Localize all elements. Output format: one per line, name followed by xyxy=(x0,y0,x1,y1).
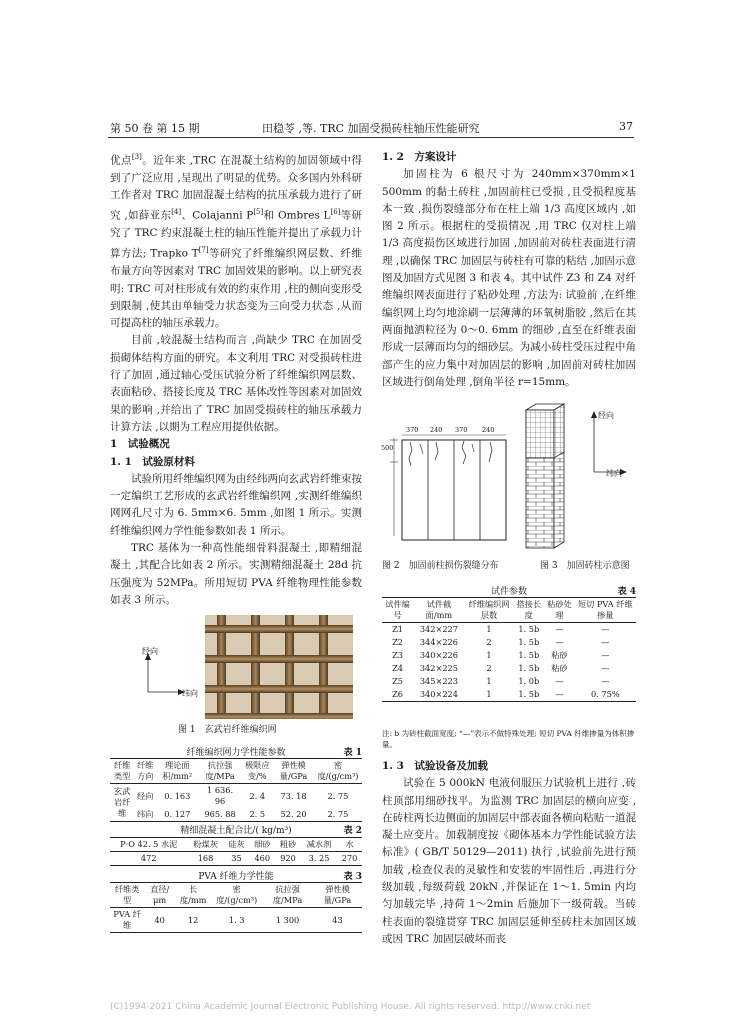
table2-title: 精细混凝土配合比/( kg/m³) xyxy=(180,826,292,836)
table1-header: 纤维类型 xyxy=(114,760,131,781)
table3-cell: PVA 纤维 xyxy=(113,909,141,930)
table3-cell: 1 300 xyxy=(275,914,300,925)
table1-cell: 2. 75 xyxy=(327,809,349,819)
table3-number: 表 3 xyxy=(343,872,362,882)
table4-cell: 粘砂 xyxy=(551,663,568,673)
table4-cell: 344×226 xyxy=(419,637,458,647)
table1-cell: 2. 4 xyxy=(249,790,266,801)
scheme-paragraph: 加固柱为 6 根尺寸为 240mm×370mm×1 500mm 的黏土砖柱 ,加固前柱已受损 ,且受损程度基本一致 ,损伤裂缝部分布在柱上端 1/3 高度区域内 ,如图 2 所示。根据柱的受损情况 ,用 TRC 仅对柱上端1/3 高度损伤区域进行加固 ,加固前对砖柱表面进行清理 ,以确保 TRC 加固层与砖柱有可靠的粘结 ,加固示意图及加固方式见图 3 和表 4。其中试件 Z3 和 Z4 对纤维编织网表面进行了粘砂处理 ,方法为: 试验前 ,在纤维编织网上均匀地涂刷一层薄薄的环氧树脂胶 ,然后在其两面抛洒粒径为 0～0. 6mm 的细砂 ,直至在纤维表面形成一层薄而均匀的细砂层。为减小砖柱受压过程中角部产生的应力集中对加固层的影响 ,加固前对砖柱加固区域进行倒角处理 ,倒角半径 r=15mm。 xyxy=(382,168,636,388)
fig2-dim-3: 370 xyxy=(455,426,468,434)
table2-header: 粉煤灰 xyxy=(193,839,218,849)
table2-cell: 460 xyxy=(254,853,271,863)
table-row xyxy=(382,649,636,662)
table-row xyxy=(382,623,636,637)
table2-cell: 168 xyxy=(197,853,214,863)
table2-cell: 920 xyxy=(280,853,296,863)
table1-number: 表 1 xyxy=(343,748,362,758)
motivation-paragraph: 目前 ,较混凝土结构而言 ,尚缺少 TRC 在加固受损砌体结构方面的研究。本文利用 TRC 对受损砖柱进行了加固 ,通过轴心受压试验分析了纤维编织网层数、表面粘砂、搭接长度及 TRC 基体改性等因素对加固效果的影响 ,并给出了 TRC 加固受损砖柱的轴压承载力计算方法 ,以期为工程应用提供依据。 xyxy=(110,334,362,433)
table2-cell: 3. 25 xyxy=(308,853,330,863)
table4-cell: 1 xyxy=(486,676,492,686)
matrix-paragraph: TRC 基体为一种高性能细骨料混凝土 ,即精细混凝土 ,其配合比如表 2 所示。实测精细混凝土 28d 抗压强度为 52MPa。所用短切 PVA 纤维物理性能参数如表 3 所示。 xyxy=(110,542,362,606)
table2-header: 减水剂 xyxy=(306,839,332,849)
section-1-1-heading: 1. 1 试验原材料 xyxy=(110,455,195,468)
table4-header: 短切 PVA 纤维掺量 xyxy=(577,599,633,620)
table2-cell: 35 xyxy=(231,853,242,863)
table4-cell: 1. 5b xyxy=(518,624,540,634)
loading-paragraph: 试验在 5 000kN 电液伺服压力试验机上进行 ,砖柱顶部用细砂找平。为监测 TRC 加固层的横向应变 ,在砖柱两长边侧面的加固层中部表面各横向粘贴一道混凝土应变片。加载制度按《砌体基本力学性能试验方法标准》( GB/T 50129—2011) 执行 ,试验前先进行预加载 ,检查仪表的灵敏性和安装的牢固性后 ,再进行分级加载 ,每级荷载 20kN ,并保证在 1～1. 5min 内均匀加载完毕 ,持荷 1～2min 后施加下一级荷载。当砖柱表面的裂缝贯穿 TRC 加固层延伸至砖柱未加固区域或因 TRC 加固层破坏而丧 xyxy=(382,777,636,945)
table4-cell: — xyxy=(555,676,564,686)
table4-cell: 2 xyxy=(486,663,492,673)
table2-header: P·O 42. 5 水泥 xyxy=(120,839,178,849)
table4-cell: — xyxy=(601,637,610,647)
page-number: 37 xyxy=(619,120,633,133)
table4-cell: Z3 xyxy=(392,650,403,660)
table4-cell: 2 xyxy=(486,637,492,647)
table1-cell: 965. 88 xyxy=(204,809,236,819)
table4-cell: 340×226 xyxy=(419,650,458,660)
table1-cell: 0. 163 xyxy=(164,790,191,801)
table3-cell: 1. 3 xyxy=(228,914,245,925)
table-row xyxy=(382,688,636,702)
table3-header: 长度/mm xyxy=(179,884,207,905)
copyright-footer: (C)1994-2021 China Academic Journal Electronic Publishing House. All rights reserved. http://www.cnki.net xyxy=(110,1002,591,1012)
section-1-2-heading: 1. 2 方案设计 xyxy=(382,151,457,163)
table1-header: 抗拉强度/MPa xyxy=(205,760,235,781)
table4-cell: Z2 xyxy=(392,637,403,647)
table1-cell: 经向 xyxy=(136,790,154,801)
table3 xyxy=(110,882,362,933)
fig1-caption: 图 1 玄武岩纤维编织网 xyxy=(178,725,277,735)
table1-header: 弹性模量/GPa xyxy=(279,760,308,781)
table4-cell: 340×224 xyxy=(419,689,458,699)
table4-number: 表 4 xyxy=(617,587,636,597)
table4-cell: — xyxy=(601,624,610,634)
table-row xyxy=(110,908,362,933)
table2-cell: 270 xyxy=(341,853,358,863)
table4-cell: 0. 75% xyxy=(591,689,620,699)
table1-cell: 73. 18 xyxy=(280,790,307,801)
right-column-bottom xyxy=(382,758,636,948)
table2-header: 细砂 xyxy=(254,839,271,849)
table4-cell: 342×227 xyxy=(419,624,458,634)
fig2-dim-2: 240 xyxy=(430,426,443,434)
table4-cell: 345×223 xyxy=(419,676,458,686)
fig1-warp-label: 经向 xyxy=(142,647,158,656)
fig3-caption: 图 3 加固砖柱示意图 xyxy=(540,561,630,571)
fig2-crack-diagram xyxy=(380,432,510,552)
table4-title: 试件参数 xyxy=(490,587,527,597)
table4-cell: — xyxy=(555,689,564,699)
table4-cell: — xyxy=(601,650,610,660)
table1-cell: 2. 5 xyxy=(249,809,266,819)
table3-header: 弹性模量/GPa xyxy=(323,884,352,905)
materials-paragraph: 试验所用纤维编织网为由经纬两向玄武岩纤维束按一定编织工艺形成的玄武岩纤维编织网 ,实测纤维编织网网孔尺寸为 6. 5mm×6. 5mm ,如图 1 所示。实测纤维编织网力学性能参数如表 1 所示。 xyxy=(110,472,362,537)
table3-cell: 40 xyxy=(154,914,165,925)
table-row xyxy=(382,675,636,688)
fig3-weft-label: 纬向 xyxy=(606,469,622,478)
table1-header: 纤维方向 xyxy=(136,760,154,781)
table4-cell: 1. 0b xyxy=(518,676,540,686)
table4-cell: 1. 5b xyxy=(518,663,540,673)
table1-title: 纤维编织网力学性能参数 xyxy=(186,748,286,758)
running-title: 田稳苓 ,等. TRC 加固受损砖柱轴压性能研究 xyxy=(262,122,480,135)
table3-header: 直径/μm xyxy=(150,884,170,905)
section-1-heading: 1 试验概况 xyxy=(110,438,170,451)
fiber-mesh-photo xyxy=(205,615,353,719)
table3-header: 密度/(g/cm³) xyxy=(216,884,258,905)
table2-title-row xyxy=(110,823,362,835)
table4-cell: Z5 xyxy=(392,676,403,686)
table3-title: PVA 纤维力学性能 xyxy=(198,872,274,882)
table-row xyxy=(110,808,362,822)
table-row xyxy=(110,784,362,809)
table2-header: 硅灰 xyxy=(228,839,245,849)
table4-cell: 1 xyxy=(486,650,492,660)
fig2-dim-4: 240 xyxy=(482,426,495,434)
table1-cell: 0. 127 xyxy=(164,809,191,819)
table3-header: 纤维类型 xyxy=(114,884,140,905)
table4-cell: — xyxy=(555,624,564,634)
table4-cell: Z1 xyxy=(392,624,403,634)
section-1-3-heading: 1. 3 试验设备及加载 xyxy=(382,760,488,772)
table1 xyxy=(110,758,362,822)
table4-header: 粘砂处理 xyxy=(547,599,572,620)
intro-paragraph: 优点[3]。近年来 ,TRC 在混凝土结构的加固领域中得到了广泛应用 ,呈现出了明显的优势。众多国内外科研工作者对 TRC 加固混凝土结构的抗压承载力进行了研究 ,如薛亚东[4]、Colajanni P[5]和 Ombres L[6]等研究了 TRC 约束混凝土柱的轴压性能并提出了承载力计算方法; Trapko T[7]等研究了纤维编织网层数、纤维布量方向等因素对 TRC 加固效果的影响。以上研究表明: TRC 可对柱形成有效的约束作用 ,柱的侧向变形受到限制 ,使其由单轴受力状态变为三向受力状态 ,从而可提高柱的轴压承载力。 xyxy=(110,153,362,330)
table1-header: 密度/(g/cm³) xyxy=(317,760,359,781)
table1-cell: 纬向 xyxy=(136,809,154,819)
table4-header: 搭接长度 xyxy=(516,599,542,620)
table4-header: 试件编号 xyxy=(385,599,410,620)
table4-cell: 1 xyxy=(486,689,492,699)
table4-title-row xyxy=(382,584,636,596)
right-column-top xyxy=(382,149,636,391)
fig2-dim-1: 370 xyxy=(406,426,419,434)
table4-cell: Z4 xyxy=(392,663,403,673)
journal-issue: 第 50 卷 第 15 期 xyxy=(110,122,200,135)
table3-cell: 43 xyxy=(332,914,343,925)
fig3-warp-label: 经向 xyxy=(598,411,614,420)
table1-cell: 2. 75 xyxy=(327,790,349,801)
table1-cell: 玄武岩纤维 xyxy=(114,786,131,818)
table4-cell: 粘砂 xyxy=(551,650,568,660)
table4-cell: 342×225 xyxy=(419,663,458,673)
table2 xyxy=(110,837,362,866)
table2-header: 粗砂 xyxy=(279,839,297,849)
table4-cell: 1 xyxy=(486,624,492,634)
table4-header: 试件截面/mm xyxy=(425,599,453,620)
table3-title-row xyxy=(110,869,362,881)
table4-header: 纤维编织网层数 xyxy=(468,599,510,620)
table4-cell: — xyxy=(601,676,610,686)
table1-cell: 1 636. 96 xyxy=(207,785,234,806)
table2-cell: 472 xyxy=(140,853,157,863)
header-rule xyxy=(108,137,634,138)
table2-number: 表 2 xyxy=(343,826,362,836)
table1-header: 极限应变/% xyxy=(244,760,270,781)
fig2-height-dim: 500 xyxy=(381,444,394,452)
table4-cell: — xyxy=(555,637,564,647)
left-column xyxy=(110,149,362,609)
table4 xyxy=(382,597,636,702)
table-row xyxy=(382,636,636,649)
table3-header: 抗拉强度/MPa xyxy=(272,884,303,905)
fig2-caption: 图 2 加固前柱损伤裂缝分布 xyxy=(382,561,499,571)
table1-title-row xyxy=(110,745,362,757)
table3-cell: 12 xyxy=(187,914,199,925)
table2-header: 水 xyxy=(345,839,354,849)
table1-header: 理论面积/mm² xyxy=(162,760,193,781)
fig1-weft-label: 纬向 xyxy=(182,689,198,698)
table4-cell: 1. 5b xyxy=(518,689,540,699)
table4-cell: 1. 5b xyxy=(518,650,540,660)
table4-cell: 1. 5b xyxy=(518,637,540,647)
table-row xyxy=(382,662,636,675)
table1-cell: 52. 20 xyxy=(280,809,307,819)
table4-note: 注: b 为砖柱截面宽度; “—”表示不做特殊处理; 短切 PVA 纤维掺量为体积掺量。 xyxy=(382,729,635,749)
table4-cell: — xyxy=(601,663,610,673)
table4-cell: Z6 xyxy=(392,689,403,699)
table-row xyxy=(110,852,362,866)
